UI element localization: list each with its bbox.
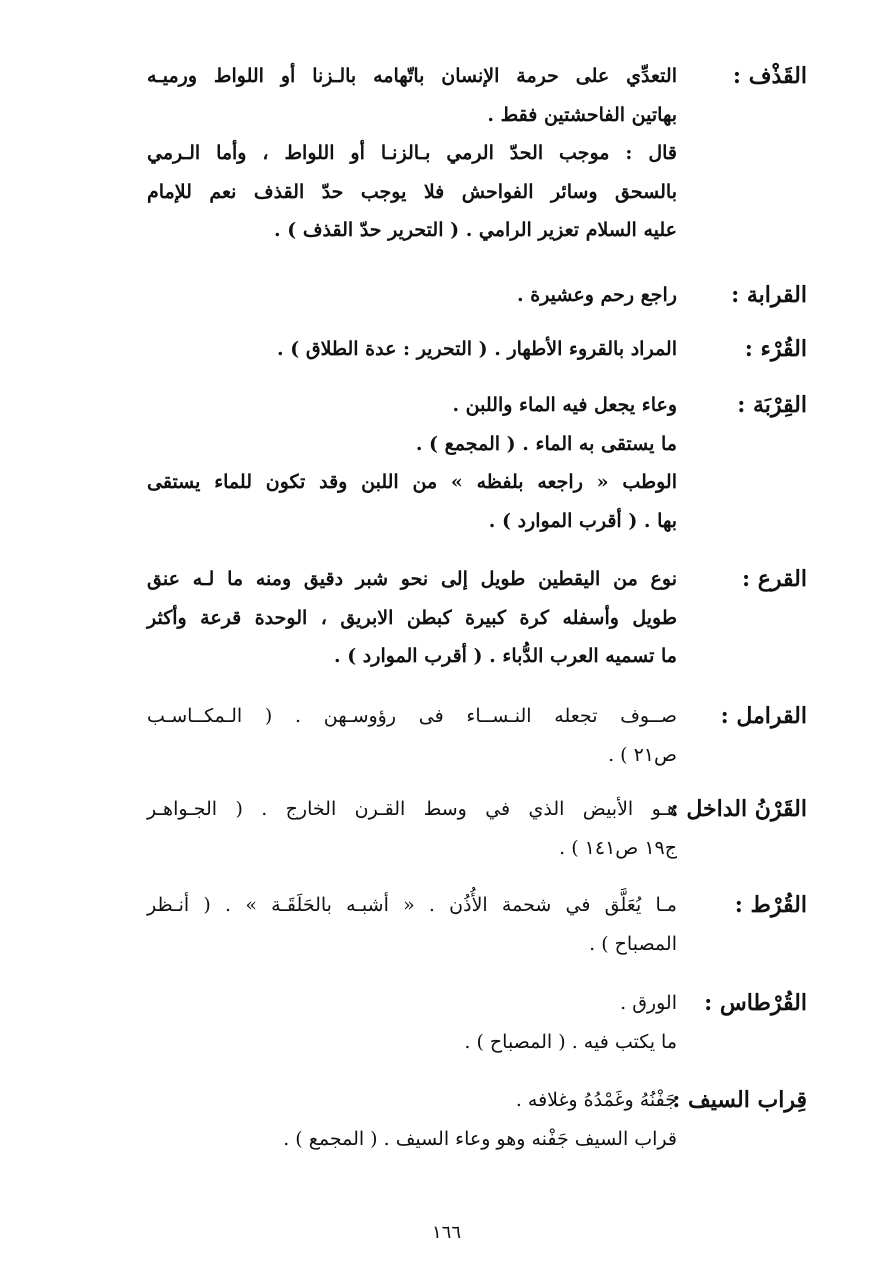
entry-qar <box>77 560 807 676</box>
definition-line: ما يكتب فيه . ( المصباح ) . <box>464 1030 677 1053</box>
entry-term: القَرْنُ الداخل : <box>670 796 807 822</box>
definition-line: مـا يُعَلَّق في شحمة الأُذُن . « أشبـه بالحَلَقَـة » . ( أنـظر <box>147 894 677 916</box>
entry-qaramil <box>77 697 807 774</box>
entry-term: القُرْء : <box>744 336 807 362</box>
entry-definition <box>147 1081 677 1158</box>
definition-line: ما تسميه العرب الدُّباء . ( أقرب الموارد ) . <box>333 645 677 667</box>
entry-qarn-dakhil <box>77 790 807 867</box>
entry-definition <box>147 984 677 1061</box>
entry-definition <box>147 886 677 963</box>
definition-line: ص٢١ ) . <box>608 743 677 766</box>
entry-qaraba <box>77 276 807 315</box>
entry-definition <box>147 790 677 867</box>
entry-qirba <box>77 386 807 540</box>
entry-definition <box>147 560 677 676</box>
entry-term: القرامل : <box>720 703 807 729</box>
definition-line: قال : موجب الحدّ الرمي بـالزنـا أو اللواط ، وأما الـرمي <box>147 142 677 164</box>
entry-qirtas <box>77 984 807 1061</box>
definition-line: الوطب « راجعه بلفظه » من اللبن وقد تكون للماء يستقى <box>147 471 677 493</box>
definition-line: التعدِّي على حرمة الإنسان باتّهامه بالـزنا أو اللواط ورميـه <box>147 65 677 87</box>
page-number: ١٦٦ <box>431 1222 461 1243</box>
entry-qur <box>77 330 807 369</box>
entry-qurt <box>77 886 807 963</box>
definition-line: عليه السلام تعزير الرامي . ( التحرير حدّ القذف ) . <box>274 219 677 241</box>
entry-term: قِراب السيف : <box>672 1087 807 1113</box>
definition-line: قراب السيف جَفْنه وهو وعاء السيف . ( المجمع ) . <box>283 1127 677 1150</box>
entry-definition <box>147 276 677 315</box>
entry-term: القِرْبَة : <box>737 392 807 418</box>
definition-line: ما يستقى به الماء . ( المجمع ) . <box>415 432 677 455</box>
definition-line: جَفْنُهُ وغَمْدُهُ وغلافه . <box>515 1089 677 1111</box>
definition-line: المراد بالقروء الأطهار . ( التحرير : عدة الطلاق ) . <box>277 338 677 360</box>
entry-definition <box>147 697 677 774</box>
definition-line: المصباح ) . <box>589 932 677 955</box>
entry-term: القَذْف : <box>732 63 807 89</box>
entry-qadhf <box>77 57 807 250</box>
definition-line: هـو الأبيض الذي في وسط القـرن الخارج . ( الجـواهـر <box>147 798 677 820</box>
definition-line: ج١٩ ص١٤١ ) . <box>559 836 677 859</box>
entry-term: القُرْط : <box>734 892 807 918</box>
entry-term: القرابة : <box>731 282 807 308</box>
entry-definition <box>147 57 677 250</box>
definition-line: راجع رحم وعشيرة . <box>517 284 677 306</box>
entry-term: القُرْطاس : <box>704 990 807 1016</box>
entry-qirab-sayf <box>77 1081 807 1158</box>
definition-line: بهاتين الفاحشتين فقط . <box>487 103 677 126</box>
entry-definition <box>147 330 677 369</box>
definition-line: بها . ( أقرب الموارد ) . <box>488 509 677 532</box>
definition-line: وعاء يجعل فيه الماء واللبن . <box>452 394 677 416</box>
entry-definition <box>147 386 677 540</box>
definition-line: صــوف تجعله النـســاء فى رؤوسـهن . ( الـمكــاسـب <box>147 705 677 727</box>
definition-line: طويل وأسفله كرة كبيرة كبطن الابريق ، الوحدة قرعة وأكثر <box>147 606 677 629</box>
definition-line: الورق . <box>620 992 677 1014</box>
entry-term: القرع : <box>742 566 807 592</box>
definition-line: نوع من اليقطين طويل إلى نحو شبر دقيق ومنه ما لـه عنق <box>147 568 677 590</box>
definition-line: بالسحق وسائر الفواحش فلا يوجب حدّ القذف نعم للإمام <box>147 180 677 203</box>
